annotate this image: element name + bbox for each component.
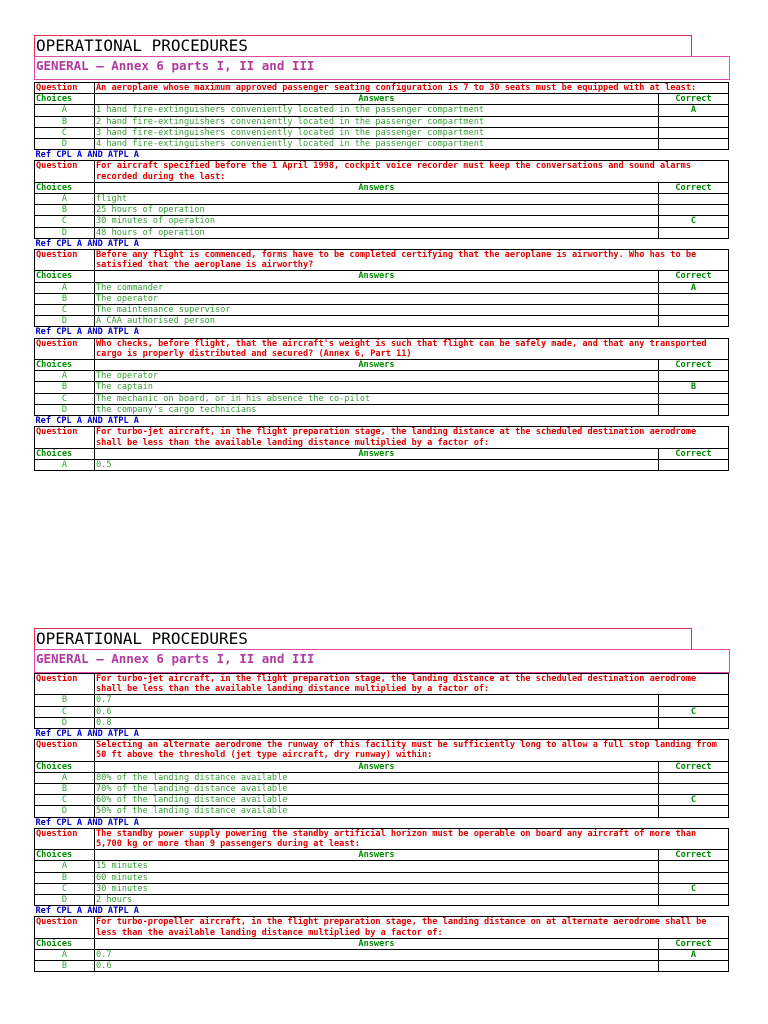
answer-row: [35, 717, 729, 728]
answer-text: 30 minutes: [95, 883, 659, 894]
choice-letter: C: [35, 393, 95, 404]
choice-letter: A: [35, 105, 95, 116]
question-row: [35, 740, 729, 761]
answer-row: [35, 861, 729, 872]
question-text: Who checks, before flight, that the aircraft's weight is such that flight can be safely made, and that any transported cargo is properly distributed and secured? (Annex 6, Part 11): [95, 338, 729, 359]
correct-mark: [658, 393, 728, 404]
choices-header: Choices: [35, 271, 95, 282]
correct-mark: [658, 127, 728, 138]
question-row: [35, 161, 729, 182]
correct-mark: [658, 116, 728, 127]
answers-header: Answers: [95, 182, 659, 193]
answer-row: [35, 282, 729, 293]
choice-letter: B: [35, 872, 95, 883]
answer-text: 15 minutes: [95, 861, 659, 872]
choices-header: Choices: [35, 938, 95, 949]
correct-mark: C: [658, 216, 728, 227]
choice-letter: C: [35, 127, 95, 138]
question-label: Question: [35, 83, 95, 94]
choice-letter: B: [35, 784, 95, 795]
question-text: For turbo-jet aircraft, in the flight preparation stage, the landing distance at the scheduled destination aerodrome shall be less than the available landing distance multiplied by a factor of:: [95, 674, 729, 695]
question-label: Question: [35, 427, 95, 448]
choice-letter: D: [35, 895, 95, 906]
answer-row: [35, 227, 729, 238]
answer-text: The maintenance supervisor: [95, 305, 659, 316]
ref-row: [35, 817, 729, 828]
answer-row: [35, 116, 729, 127]
question-text: An aeroplane whose maximum approved passenger seating configuration is 7 to 30 seats must be equipped with at least:: [95, 83, 729, 94]
header-row: [35, 761, 729, 772]
answer-row: [35, 784, 729, 795]
answer-row: [35, 293, 729, 304]
ref-row: [35, 416, 729, 427]
choices-header: Choices: [35, 761, 95, 772]
answer-text: 4 hand fire-extinguishers conveniently located in the passenger compartment: [95, 139, 659, 150]
question-text: For aircraft specified before the 1 April 1998, cockpit voice recorder must keep the conversations and sound alarms recorded during the last:: [95, 161, 729, 182]
answer-row: [35, 404, 729, 415]
answer-text: The commander: [95, 282, 659, 293]
question-row: [35, 828, 729, 849]
answer-text: The mechanic on board, or in his absence the co-pilot: [95, 393, 659, 404]
answer-text: 60 minutes: [95, 872, 659, 883]
correct-mark: [659, 772, 729, 783]
correct-header: Correct: [659, 761, 729, 772]
correct-header: Correct: [658, 360, 728, 371]
question-row: [35, 917, 729, 938]
choice-letter: D: [35, 404, 95, 415]
correct-mark: C: [659, 706, 729, 717]
choice-letter: B: [35, 382, 95, 393]
choice-letter: D: [35, 806, 95, 817]
choice-letter: C: [35, 706, 95, 717]
correct-mark: [659, 806, 729, 817]
correct-mark: [659, 895, 729, 906]
answers-header: Answers: [95, 360, 659, 371]
choice-letter: C: [35, 795, 95, 806]
answers-header: Answers: [95, 94, 659, 105]
answer-text: 0.6: [95, 706, 659, 717]
choices-header: Choices: [35, 850, 95, 861]
header-row: [35, 938, 729, 949]
correct-mark: [658, 316, 728, 327]
answer-text: 30 minutes of operation: [95, 216, 659, 227]
answer-row: [35, 872, 729, 883]
reference: Ref CPL A AND ATPL A: [35, 906, 729, 917]
answer-text: 0.6: [95, 961, 659, 972]
question-label: Question: [35, 674, 95, 695]
answer-text: 0.7: [95, 695, 659, 706]
answer-row: [35, 895, 729, 906]
correct-mark: [659, 961, 729, 972]
correct-mark: C: [659, 795, 729, 806]
answer-row: [35, 393, 729, 404]
answer-text: A CAA authorised person: [95, 316, 659, 327]
answer-row: [35, 105, 729, 116]
choices-header: Choices: [35, 94, 95, 105]
answer-text: 25 hours of operation: [95, 205, 659, 216]
correct-mark: [658, 371, 728, 382]
header-row: [35, 271, 729, 282]
answer-text: 0.5: [95, 459, 659, 470]
header-row: [35, 850, 729, 861]
choice-letter: C: [35, 883, 95, 894]
header-row: [35, 94, 729, 105]
answer-text: 80% of the landing distance available: [95, 772, 659, 783]
correct-mark: C: [659, 883, 729, 894]
answer-row: [35, 216, 729, 227]
choice-letter: C: [35, 305, 95, 316]
choice-letter: A: [35, 459, 95, 470]
answer-row: [35, 695, 729, 706]
page-title: OPERATIONAL PROCEDURES: [34, 35, 692, 56]
answer-text: 60% of the landing distance available: [95, 795, 659, 806]
choices-header: Choices: [35, 448, 95, 459]
correct-header: Correct: [658, 94, 728, 105]
correct-mark: [659, 695, 729, 706]
correct-mark: [659, 872, 729, 883]
choice-letter: D: [35, 717, 95, 728]
answer-row: [35, 772, 729, 783]
correct-mark: [658, 404, 728, 415]
answer-text: 2 hours: [95, 895, 659, 906]
question-label: Question: [35, 828, 95, 849]
question-text: For turbo-jet aircraft, in the flight preparation stage, the landing distance at the scheduled destination aerodrome shall be less than the available landing distance multiplied by a factor of:: [95, 427, 729, 448]
question-table: [34, 82, 729, 471]
question-table: [34, 673, 729, 972]
correct-mark: A: [658, 105, 728, 116]
answers-header: Answers: [95, 938, 659, 949]
answer-row: [35, 305, 729, 316]
answer-text: 48 hours of operation: [95, 227, 659, 238]
answers-header: Answers: [95, 761, 659, 772]
correct-mark: A: [659, 950, 729, 961]
question-row: [35, 674, 729, 695]
page-subtitle: GENERAL – Annex 6 parts I, II and III: [34, 56, 730, 80]
choice-letter: A: [35, 950, 95, 961]
correct-mark: [659, 717, 729, 728]
answer-text: 2 hand fire-extinguishers conveniently located in the passenger compartment: [95, 116, 659, 127]
choice-letter: B: [35, 961, 95, 972]
answers-header: Answers: [95, 448, 659, 459]
answer-row: [35, 127, 729, 138]
choice-letter: A: [35, 772, 95, 783]
choice-letter: B: [35, 116, 95, 127]
ref-row: [35, 327, 729, 338]
question-row: [35, 427, 729, 448]
answer-text: 0.7: [95, 950, 659, 961]
answer-text: 50% of the landing distance available: [95, 806, 659, 817]
choice-letter: B: [35, 205, 95, 216]
ref-row: [35, 238, 729, 249]
header-row: [35, 182, 729, 193]
choice-letter: D: [35, 227, 95, 238]
correct-mark: A: [658, 282, 728, 293]
page-title: OPERATIONAL PROCEDURES: [34, 628, 692, 649]
question-row: [35, 338, 729, 359]
answer-text: 0.8: [95, 717, 659, 728]
page-subtitle: GENERAL – Annex 6 parts I, II and III: [34, 649, 730, 673]
answer-row: [35, 459, 729, 470]
reference: Ref CPL A AND ATPL A: [35, 150, 729, 161]
ref-row: [35, 150, 729, 161]
answer-text: the company's cargo technicians: [95, 404, 659, 415]
reference: Ref CPL A AND ATPL A: [35, 327, 729, 338]
question-row: [35, 250, 729, 271]
correct-header: Correct: [659, 938, 729, 949]
choice-letter: A: [35, 371, 95, 382]
ref-row: [35, 729, 729, 740]
answer-text: The operator: [95, 293, 659, 304]
choice-letter: A: [35, 861, 95, 872]
ref-row: [35, 906, 729, 917]
question-row: [35, 83, 729, 94]
question-text: For turbo-propeller aircraft, in the flight preparation stage, the landing distance on at alternate aerodrome shall be less than the available landing distance multiplied by a factor of:: [95, 917, 729, 938]
correct-mark: [658, 305, 728, 316]
answer-row: [35, 950, 729, 961]
answer-row: [35, 205, 729, 216]
correct-mark: [658, 459, 728, 470]
question-label: Question: [35, 740, 95, 761]
answer-text: 3 hand fire-extinguishers conveniently located in the passenger compartment: [95, 127, 659, 138]
correct-header: Correct: [658, 271, 728, 282]
answer-text: 70% of the landing distance available: [95, 784, 659, 795]
answer-row: [35, 706, 729, 717]
reference: Ref CPL A AND ATPL A: [35, 817, 729, 828]
answer-row: [35, 139, 729, 150]
answer-text: 1 hand fire-extinguishers conveniently located in the passenger compartment: [95, 105, 659, 116]
reference: Ref CPL A AND ATPL A: [35, 238, 729, 249]
header-row: [35, 448, 729, 459]
answer-row: [35, 316, 729, 327]
answer-row: [35, 194, 729, 205]
correct-header: Correct: [659, 850, 729, 861]
correct-header: Correct: [658, 448, 728, 459]
answer-row: [35, 883, 729, 894]
choice-letter: B: [35, 695, 95, 706]
answer-row: [35, 961, 729, 972]
choice-letter: C: [35, 216, 95, 227]
answer-text: The captain: [95, 382, 659, 393]
correct-mark: [658, 293, 728, 304]
correct-header: Correct: [658, 182, 728, 193]
choice-letter: A: [35, 282, 95, 293]
answer-text: The operator: [95, 371, 659, 382]
correct-mark: [658, 227, 728, 238]
choices-header: Choices: [35, 360, 95, 371]
reference: Ref CPL A AND ATPL A: [35, 729, 729, 740]
choice-letter: D: [35, 139, 95, 150]
answer-row: [35, 371, 729, 382]
choice-letter: A: [35, 194, 95, 205]
answer-row: [35, 806, 729, 817]
correct-mark: B: [658, 382, 728, 393]
correct-mark: [658, 205, 728, 216]
correct-mark: [659, 861, 729, 872]
header-row: [35, 360, 729, 371]
correct-mark: [658, 194, 728, 205]
question-text: The standby power supply powering the standby artificial horizon must be operable on board any aircraft of more than 5,700 kg or more than 9 passengers during at least:: [95, 828, 729, 849]
question-label: Question: [35, 917, 95, 938]
choices-header: Choices: [35, 182, 95, 193]
question-label: Question: [35, 161, 95, 182]
answers-header: Answers: [95, 850, 659, 861]
correct-mark: [658, 139, 728, 150]
choice-letter: D: [35, 316, 95, 327]
correct-mark: [659, 784, 729, 795]
answers-header: Answers: [95, 271, 659, 282]
choice-letter: B: [35, 293, 95, 304]
answer-row: [35, 795, 729, 806]
question-label: Question: [35, 250, 95, 271]
question-text: Before any flight is commenced, forms have to be completed certifying that the aeroplane is airworthy. Who has to be satisfied that the aeroplane is airworthy?: [95, 250, 729, 271]
question-text: Selecting an alternate aerodrome the runway of this facility must be sufficiently long to allow a full stop landing from 50 ft above the threshold (jet type aircraft, dry runway) within:: [95, 740, 729, 761]
answer-row: [35, 382, 729, 393]
question-label: Question: [35, 338, 95, 359]
answer-text: flight: [95, 194, 659, 205]
reference: Ref CPL A AND ATPL A: [35, 416, 729, 427]
